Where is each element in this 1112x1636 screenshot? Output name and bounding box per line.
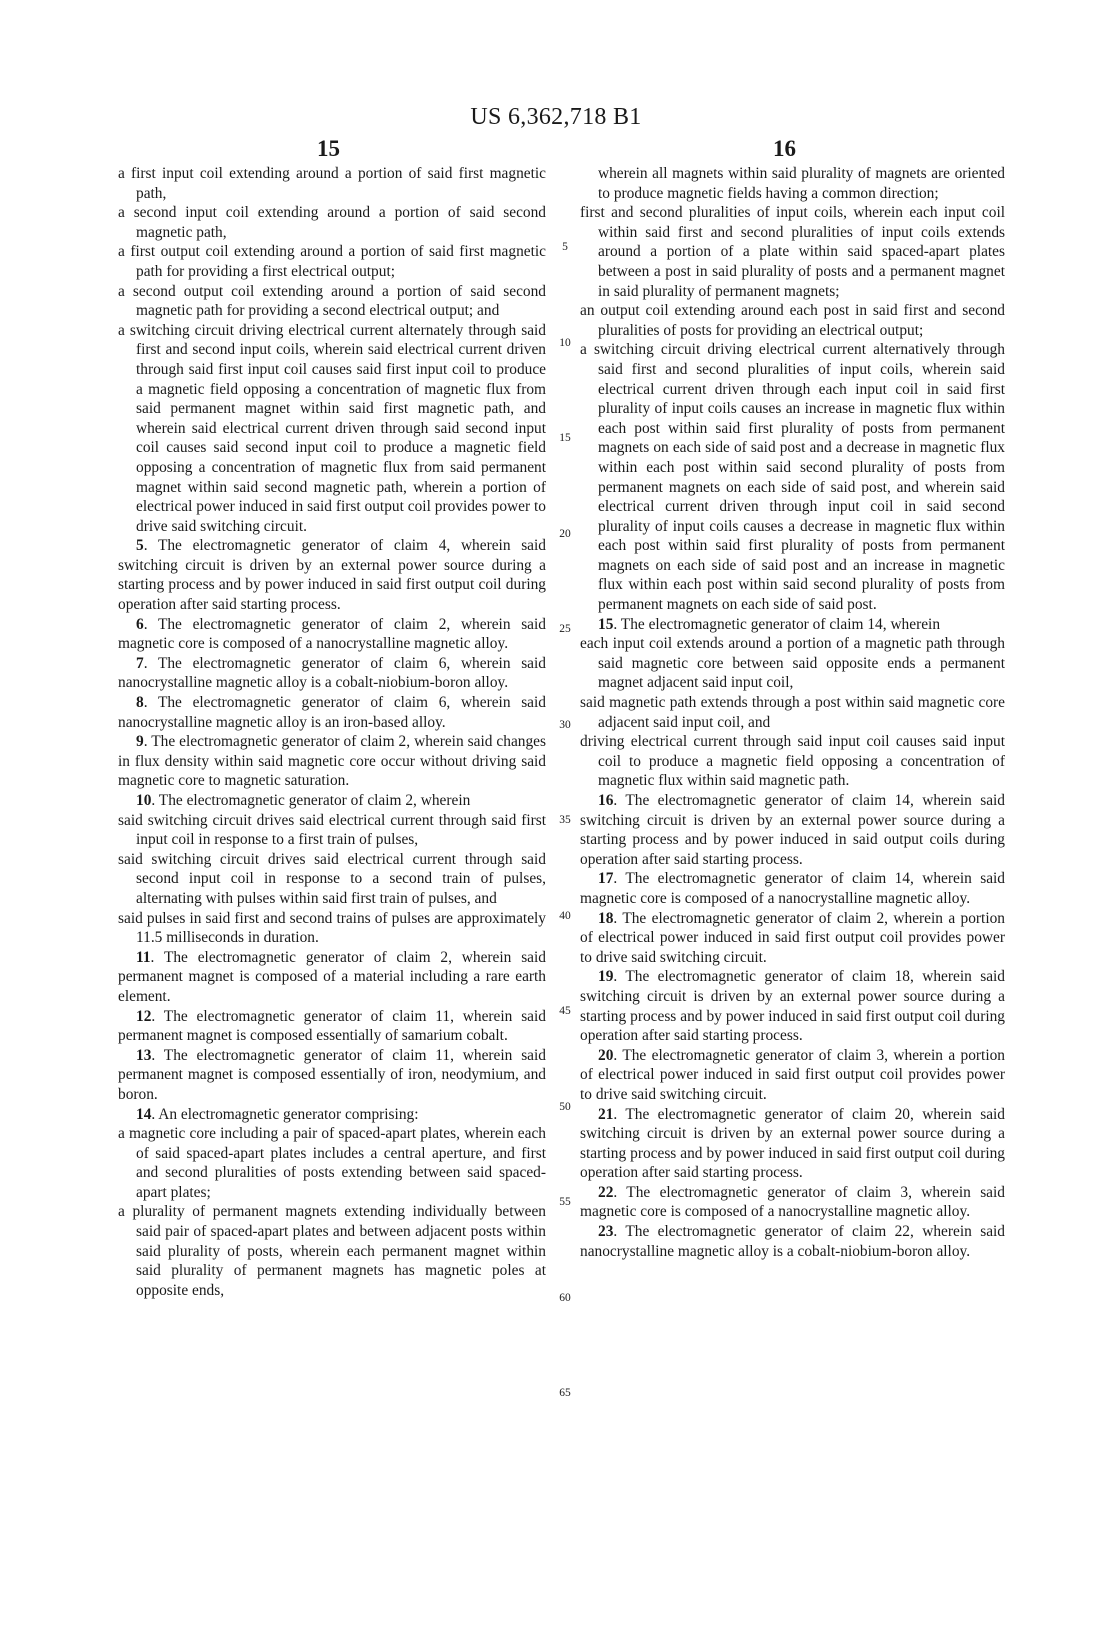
claim-paragraph (118, 1046, 546, 1105)
claim-paragraph (580, 1183, 1005, 1222)
claim-paragraph (580, 909, 1005, 968)
claim-number: 13 (136, 1046, 152, 1064)
claim-element: a second input coil extending around a portion of said second magnetic path, (118, 204, 546, 241)
margin-line-number: 20 (559, 527, 571, 540)
margin-line-number: 10 (559, 336, 571, 349)
claim-paragraph (118, 948, 546, 1007)
claim-element: a first output coil extending around a portion of said first magnetic path for providing a first electrical output; (118, 243, 546, 280)
claim-paragraph (580, 869, 1005, 908)
margin-line-number: 45 (559, 1005, 571, 1017)
claim-number: 6 (136, 615, 144, 633)
claim-element: a first input coil extending around a portion of said first magnetic path, (118, 165, 546, 202)
margin-line-number: 15 (559, 432, 571, 444)
claim-number: 7 (136, 654, 144, 672)
claim-number: 17 (598, 870, 614, 888)
claim-element: first and second pluralities of input coils, wherein each input coil within said first and second pluralities of input coils extends around a portion of a plate within said spaced-apart plates between a post in said plurality of posts and a permanent magnet in said plurality of permanent magnets; (580, 204, 1005, 300)
claim-text: . The electromagnetic generator of claim 2, wherein (151, 792, 471, 809)
claim-element-continuation: wherein all magnets within said plurality of magnets are oriented to produce magnetic fields having a common direction; (598, 165, 1005, 202)
claim-text: . The electromagnetic generator of claim 2, wherein said magnetic core is composed of a nanocrystalline magnetic alloy. (118, 615, 546, 653)
claim-number: 22 (598, 1183, 614, 1201)
claim-text: . The electromagnetic generator of claim 18, wherein said switching circuit is driven by an external power source during a starting process and by power induced in said first output coil during operation after said starting process. (580, 968, 1005, 1045)
claim-paragraph (580, 967, 1005, 1045)
claim-element: said magnetic path extends through a post within said magnetic core adjacent said input coil, and (580, 694, 1005, 731)
claim-paragraph (118, 1007, 546, 1046)
claim-element: each input coil extends around a portion of a magnetic path through said magnetic core between said opposite ends a permanent magnet adjacent said input coil, (580, 635, 1005, 692)
claim-element: a switching circuit driving electrical current alternately through said first and second input coils, wherein said electrical current driven through said first input coil causes said first input coil to produce a magnetic field opposing a concentration of magnetic flux from said permanent magnet within said first magnetic path, and wherein said electrical current driven through said second input coil causes said second input coil to produce a magnetic field opposing a concentration of magnetic flux from said permanent magnet within said second magnetic path, wherein a portion of electrical power induced in said first output coil provides power to drive said switching circuit. (118, 321, 546, 535)
margin-line-number: 50 (559, 1100, 571, 1113)
margin-line-number: 5 (562, 241, 568, 253)
claim-text: . The electromagnetic generator of claim 3, wherein said magnetic core is composed of a nanocrystalline magnetic alloy. (580, 1183, 1005, 1221)
left-page-number: 15 (317, 136, 340, 161)
claim-text: . The electromagnetic generator of claim 22, wherein said nanocrystalline magnetic alloy is a cobalt-niobium-boron alloy. (580, 1223, 1005, 1260)
claim-number: 5 (136, 537, 144, 555)
claim-number: 8 (136, 694, 144, 712)
claim-number: 18 (598, 909, 614, 927)
claim-paragraph (118, 791, 546, 811)
claim-element: said pulses in said first and second trains of pulses are approximately 11.5 milliseconds in duration. (118, 909, 546, 947)
claim-text: . An electromagnetic generator comprising: (151, 1105, 419, 1123)
margin-line-number: 35 (559, 814, 571, 826)
claim-text: . The electromagnetic generator of claim 6, wherein said nanocrystalline magnetic alloy is a cobalt-niobium-boron alloy. (118, 654, 546, 692)
claim-paragraph (580, 1105, 1005, 1183)
claim-number: 15 (598, 615, 614, 633)
claim-element: said switching circuit drives said electrical current through said second input coil in response to a second train of pulses, alternating with pulses within said first train of pulses, and (118, 850, 546, 907)
claim-text: . The electromagnetic generator of claim 2, wherein said changes in flux density within said magnetic core occur without driving said magnetic core to magnetic saturation. (118, 733, 546, 790)
claim-paragraph (580, 1046, 1005, 1105)
margin-line-number: 60 (559, 1291, 571, 1304)
claim-text: . The electromagnetic generator of claim 2, wherein a portion of electrical power induced in said first output coil provides power to drive said switching circuit. (580, 909, 1005, 966)
claim-text: . The electromagnetic generator of claim 14, wherein said switching circuit is driven by an external power source during a starting process and by power induced in said output coils during operation after said starting process. (580, 792, 1005, 868)
claim-element: a second output coil extending around a portion of said second magnetic path for providing a second electrical output; and (118, 282, 546, 320)
claim-text: . The electromagnetic generator of claim 3, wherein a portion of electrical power induced in said first output coil provides power to drive said switching circuit. (580, 1046, 1005, 1103)
claim-number: 19 (598, 968, 614, 986)
claim-text: . The electromagnetic generator of claim 11, wherein said permanent magnet is composed essentially of samarium cobalt. (118, 1007, 546, 1045)
claim-text: . The electromagnetic generator of claim 20, wherein said switching circuit is driven by an external power source during a starting process and by power induced in said first output coil during operation after said starting process. (580, 1105, 1005, 1182)
claim-number: 16 (598, 792, 614, 809)
claim-element: an output coil extending around each post in said first and second pluralities of posts for providing an electrical output; (580, 302, 1005, 339)
claim-number: 12 (136, 1007, 152, 1025)
right-page-number: 16 (773, 136, 796, 161)
margin-line-number: 30 (559, 718, 571, 731)
claim-element: said switching circuit drives said electrical current through said first input coil in response to a first train of pulses, (118, 811, 546, 849)
claim-text: . The electromagnetic generator of claim 11, wherein said permanent magnet is composed essentially of iron, neodymium, and boron. (118, 1046, 546, 1103)
claim-element: a magnetic core including a pair of spaced-apart plates, wherein each of said spaced-apart plates includes a central aperture, and first and second pluralities of posts extending between said spaced-apart plates; (118, 1125, 546, 1201)
claim-paragraph (118, 1105, 546, 1125)
claim-number: 11 (136, 948, 151, 966)
claim-text: . The electromagnetic generator of claim 6, wherein said nanocrystalline magnetic alloy is an iron-based alloy. (118, 694, 546, 731)
margin-line-number: 25 (559, 623, 571, 635)
claim-number: 10 (136, 792, 152, 809)
margin-line-number: 65 (559, 1387, 571, 1399)
claim-paragraph (580, 615, 1005, 635)
claim-text: . The electromagnetic generator of claim 14, wherein (613, 615, 941, 633)
claim-element: a plurality of permanent magnets extending individually between said pair of spaced-apart plates and between adjacent posts within said plurality of posts, wherein each permanent magnet within said plurality of permanent magnets has magnetic poles at opposite ends, (118, 1203, 546, 1299)
claim-text: . The electromagnetic generator of claim 14, wherein said magnetic core is composed of a nanocrystalline magnetic alloy. (580, 870, 1005, 907)
left-column (118, 164, 546, 1300)
claim-number: 23 (598, 1223, 614, 1241)
margin-line-number: 55 (559, 1196, 571, 1208)
claim-number: 21 (598, 1105, 614, 1123)
claim-paragraph (118, 615, 546, 654)
claim-text: . The electromagnetic generator of claim 2, wherein said permanent magnet is composed of a material including a rare earth element. (118, 948, 546, 1005)
claim-number: 20 (598, 1046, 614, 1064)
right-column (580, 164, 1005, 1261)
claim-element: a switching circuit driving electrical current alternatively through said first and second pluralities of input coils, wherein said electrical current driven through each input coil in said first plurality of input coils causes an increase in magnetic flux within each post within said first plurality of posts from permanent magnets on each side of said post and a decrease in magnetic flux within each post within said second plurality of posts from permanent magnets on each side of said post, and wherein said electrical current driven through input coil in said second plurality of input coils causes a decrease in magnetic flux within each post within said first plurality of posts from permanent magnets on each side of said post and an increase in magnetic flux within each post within said second plurality of posts from permanent magnets on each side of said post. (580, 341, 1005, 614)
claim-number: 14 (136, 1105, 152, 1123)
claim-element: driving electrical current through said input coil causes said input coil to produce a magnetic field opposing a concentration of magnetic flux within said magnetic path. (580, 733, 1005, 790)
margin-line-number: 40 (559, 909, 571, 922)
claim-paragraph (580, 1222, 1005, 1261)
claim-paragraph (580, 791, 1005, 869)
claim-paragraph (118, 536, 546, 614)
claim-paragraph (118, 654, 546, 693)
claim-paragraph (118, 732, 546, 791)
patent-number: US 6,362,718 B1 (470, 104, 642, 130)
claim-paragraph (118, 693, 546, 732)
claim-text: . The electromagnetic generator of claim 4, wherein said switching circuit is driven by an external power source during a starting process and by power induced in said first output coil during operation after said starting process. (118, 537, 546, 614)
claim-number: 9 (136, 733, 144, 751)
